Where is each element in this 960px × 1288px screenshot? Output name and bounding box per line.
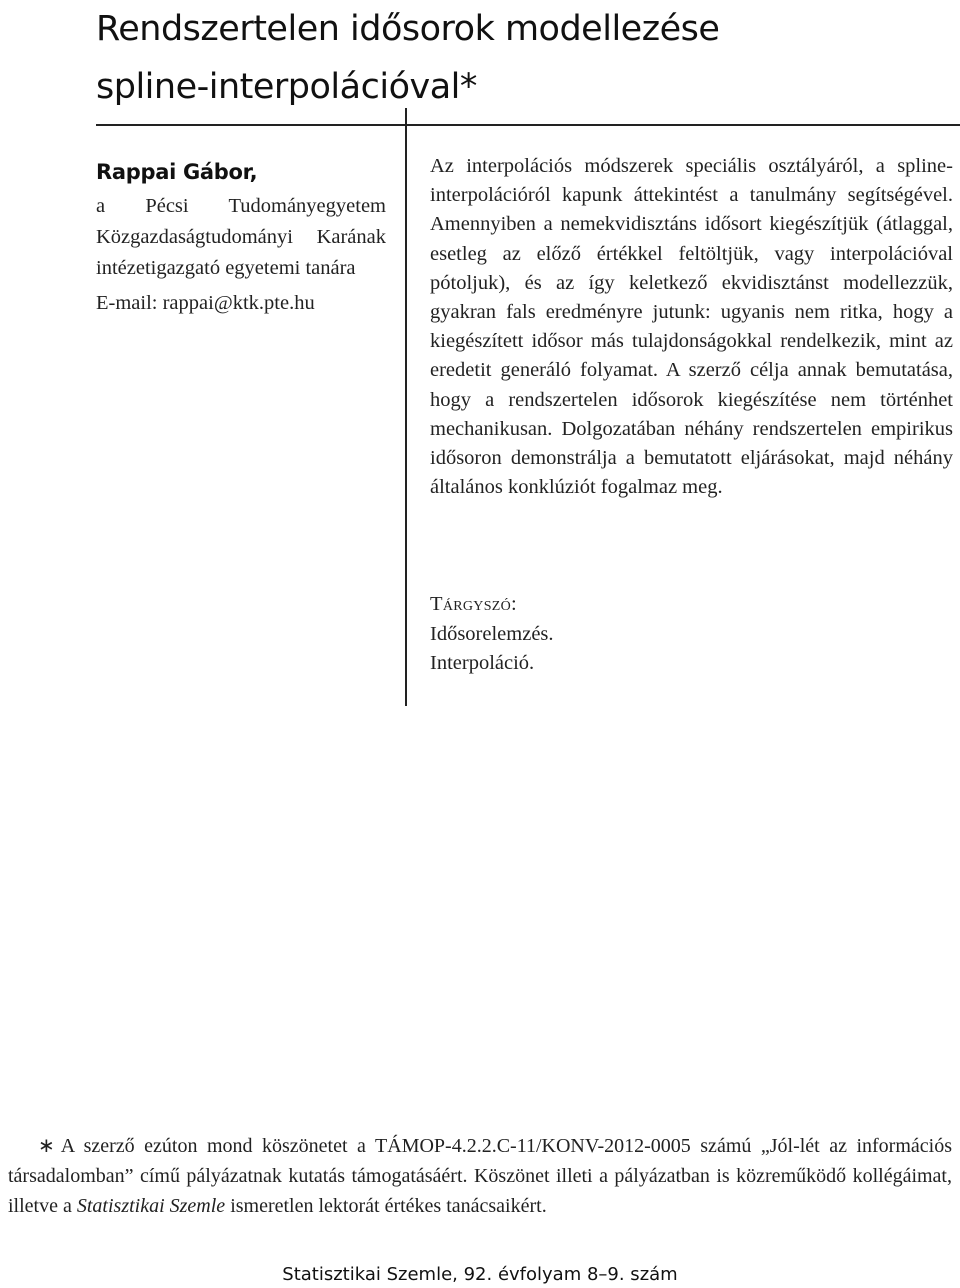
- author-affiliation: a Pécsi Tudományegyetem Közgazdaságtudományi Karának intézetigazgató egyetemi tanára: [96, 195, 386, 279]
- author-email: E-mail: rappai@ktk.pte.hu: [96, 292, 315, 314]
- keywords-block: [430, 590, 830, 679]
- page-footer: [0, 1262, 960, 1288]
- keyword-item: Idősorelemzés.: [430, 622, 554, 645]
- title-rule: [96, 124, 960, 126]
- article-title: [96, 0, 936, 116]
- column-divider: [405, 108, 407, 706]
- author-name: Rappai Gábor,: [96, 160, 258, 184]
- footnote-text-end: ismeretlen lektorát értékes tanácsaikért.: [225, 1195, 547, 1217]
- keyword-item: Interpoláció.: [430, 652, 535, 674]
- footnote-text: A szerző ezúton mond köszönetet a TÁMOP-4.2.2.C-11/KONV-2012-0005 számú „Jól-lét az információs társadalomban” című pályázatnak kutatás támogatásáért. Köszönet illeti a pályázatban is közreműködő kollégáimat, illetve a: [8, 1135, 952, 1217]
- article-title-line-2: spline-interpolációval*: [96, 67, 477, 107]
- keywords-label: Tárgyszó:: [430, 593, 518, 615]
- article-title-line-1: Rendszertelen idősorok modellezése: [96, 9, 720, 49]
- journal-issue: Statisztikai Szemle, 92. évfolyam 8–9. szám: [282, 1264, 678, 1285]
- footnote: [8, 1131, 952, 1221]
- footnote-marker: ∗: [38, 1135, 55, 1157]
- abstract: Az interpolációs módszerek speciális osztályáról, a spline-interpolációról kapunk áttekintést a tanulmány segítségével. Amennyiben a nemekvidisztáns idősort kiegészítjük (átlaggal, esetleg az előző értékkel feltöltjük, vagy interpolációval pótoljuk), és az így keletkező ekvidisztánst modellezzük, gyakran fals eredményre jutunk: ugyanis nem ritka, hogy a kiegészített idősor más tulajdonságokkal rendelkezik, mint az eredetit generáló folyamat. A szerző célja annak bemutatása, hogy a rendszertelen idősorok kiegészítése nem történhet mechanikusan. Dolgozatában néhány rendszertelen empirikus idősoron demonstrálja a bemutatott eljárásokat, majd néhány általános konklúziót fogalmaz meg.: [430, 155, 953, 499]
- footnote-journal-name: Statisztikai Szemle: [76, 1195, 226, 1217]
- author-block: [96, 155, 386, 319]
